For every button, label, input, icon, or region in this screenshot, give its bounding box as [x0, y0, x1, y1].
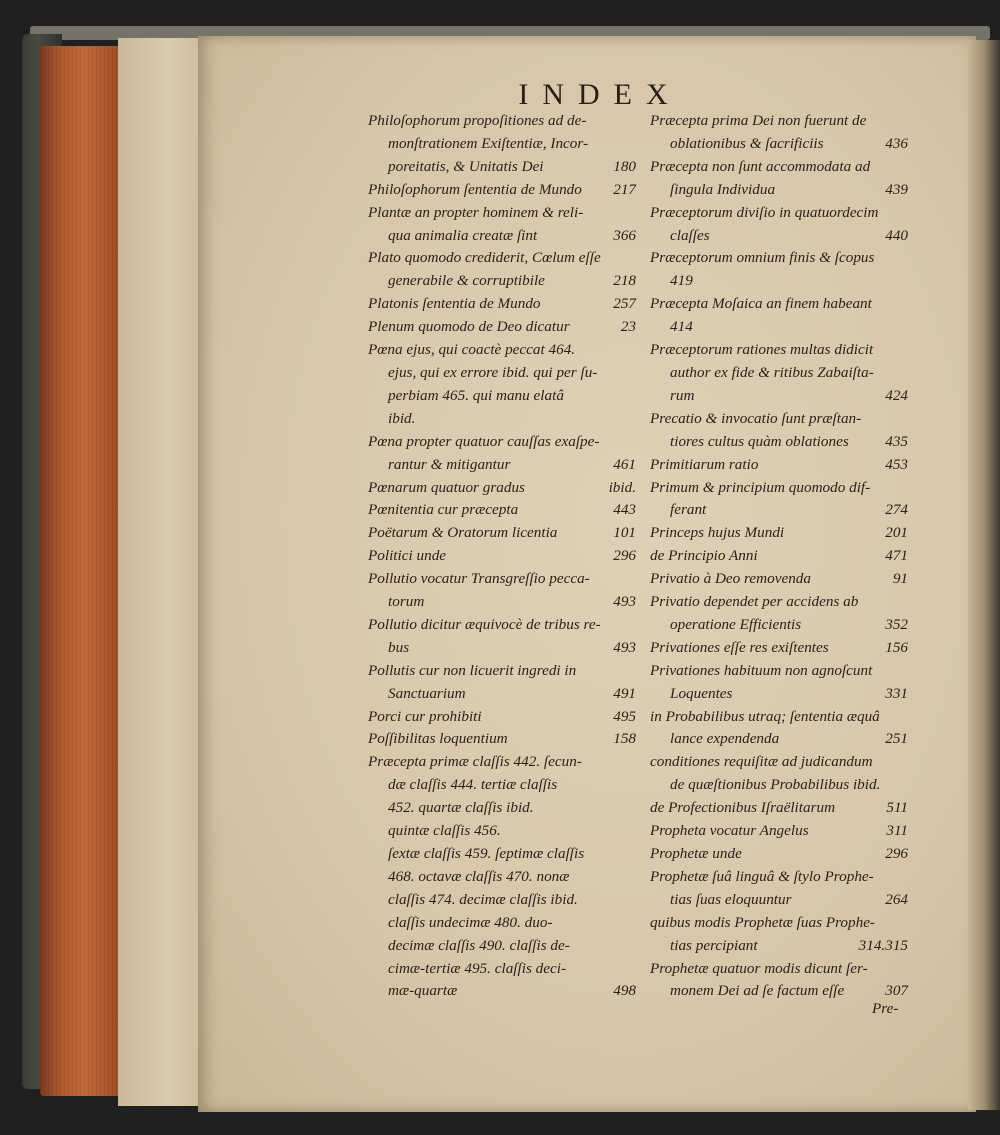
index-entry [368, 179, 636, 202]
index-entry-line: Politici unde [368, 547, 447, 565]
index-entry [650, 843, 908, 866]
index-entry [368, 293, 636, 316]
index-entry-line: Prophetæ unde [650, 845, 742, 862]
index-entry-line: Privationes eſſe res exiſtentes [650, 638, 829, 656]
page-number: 461 [613, 455, 636, 473]
index-entry [368, 499, 636, 522]
page-number: 91 [892, 570, 908, 588]
index-entry [368, 247, 636, 293]
index-entry [368, 477, 636, 500]
page-number: 366 [613, 226, 636, 244]
index-entry-line: Præcepta Moſaica an finem habeant [650, 295, 872, 313]
index-entry-line: claſſis 474. decimæ claſſis ibid. [388, 890, 578, 908]
index-entry [650, 522, 908, 545]
index-entry-line: ejus, qui ex errore ibid. qui per ſu- [388, 363, 598, 381]
page-number: 101 [613, 524, 636, 542]
index-entry-line: Prophetæ ſuâ linguâ & ſtylo Prophe- [650, 867, 874, 885]
index-entry-line: Privationes habituum non agnoſcunt [650, 661, 873, 679]
index-entry-line: monſtrationem Exiſtentiæ, Incor- [388, 134, 589, 152]
page-number: 495 [613, 707, 636, 725]
page-number: 274 [885, 501, 908, 519]
index-entry-line: cimæ-tertiæ 495. claſſis deci- [388, 959, 567, 977]
index-entry-line: bus [388, 638, 410, 656]
page-number: 156 [885, 638, 908, 656]
index-entry [368, 660, 636, 706]
index-entry-line: Precatio & invocatio ſunt præſtan- [650, 409, 862, 427]
page-number: 352 [885, 615, 908, 633]
index-entry [650, 660, 908, 706]
index-entry-line: conditiones requiſitæ ad judicandum [650, 753, 873, 771]
index-entry [650, 293, 908, 339]
index-entry [650, 797, 908, 820]
index-entry-line: Pœna propter quatuor cauſſas exaſpe- [368, 432, 600, 450]
index-entry [650, 339, 908, 408]
index-entry [368, 545, 636, 568]
page-number: 453 [885, 455, 908, 473]
page-number: 435 [885, 432, 908, 450]
page-number: 443 [613, 501, 636, 519]
index-entry-line: Philoſophorum propoſitiones ad de- [368, 112, 587, 129]
index-entry-line: mæ-quartæ [388, 982, 458, 1000]
index-entry-line: Pollutio vocatur Transgreſſio pecca- [368, 570, 590, 588]
index-entry-line: Privatio dependet per accidens ab [650, 593, 859, 611]
index-entry-line: quintæ claſſis 456. [388, 822, 501, 840]
index-entry-line: Præceptorum omnium finis & ſcopus [650, 249, 875, 267]
page-number: 424 [885, 386, 908, 404]
index-entry-line: rantur & mitigantur [388, 455, 511, 473]
index-entry-line: Porci cur prohibiti [368, 707, 482, 725]
index-entry [368, 728, 636, 751]
index-entry-line: 419 [670, 272, 693, 290]
index-entry [368, 110, 636, 179]
page-number: 498 [613, 982, 636, 1000]
index-entry-line: ſingula Individua [670, 180, 776, 198]
page-number: 180 [613, 157, 636, 175]
index-entry [368, 706, 636, 729]
page-number: 314.315 [858, 936, 908, 954]
index-entry-line: claſſes [670, 226, 710, 244]
index-entry [650, 706, 908, 752]
right-page-edge [968, 40, 1000, 1110]
index-entry-line: Propheta vocatur Angelus [650, 822, 809, 840]
index-entry-line: Pœnarum quatuor gradus [368, 478, 525, 496]
page-number: 296 [613, 547, 636, 565]
index-entry-line: oblationibus & ſacrificiis [670, 134, 824, 152]
index-entry [368, 614, 636, 660]
index-entry-line: poreitatis, & Unitatis Dei [388, 157, 544, 175]
index-entry-line: ferant [670, 501, 707, 519]
page-number: 439 [885, 180, 908, 198]
index-entry [650, 637, 908, 660]
index-entry-line: Platonis ſententia de Mundo [368, 295, 541, 313]
index-entry-line: Primitiarum ratio [650, 455, 759, 473]
index-entry-line: Philoſophorum ſententia de Mundo [368, 180, 582, 198]
page-number: 493 [613, 638, 636, 656]
index-entry [650, 958, 908, 1004]
index-entry [650, 454, 908, 477]
index-entry [650, 751, 908, 797]
index-entry-line: Pœnitentia cur præcepta [368, 501, 519, 519]
index-entry-line: 452. quartæ claſſis ibid. [388, 799, 534, 817]
index-column-right [650, 110, 908, 1003]
index-entry-line: rum [670, 386, 695, 404]
index-entry-line: operatione Efficientis [670, 615, 802, 633]
index-entry-line: Princeps hujus Mundi [650, 524, 785, 542]
index-entry [368, 202, 636, 248]
index-entry-line: Poſſibilitas loquentium [368, 730, 508, 748]
index-entry-line: Poëtarum & Oratorum licentia [368, 524, 558, 542]
page-number: 264 [885, 890, 908, 908]
page-number: 296 [885, 845, 908, 862]
page-number: 201 [885, 524, 908, 542]
index-entry [650, 408, 908, 454]
index-entry-line: perbiam 465. qui manu elatâ [388, 386, 564, 404]
index-entry-line: Præceptorum diviſio in quatuordecim [650, 203, 879, 221]
index-entry [368, 339, 636, 431]
index-entry-line: Sanctuarium [388, 684, 466, 702]
index-entry [368, 522, 636, 545]
index-entry-line: Plato quomodo crediderit, Cœlum eſſe [368, 249, 601, 267]
page-number: 493 [613, 593, 636, 611]
page-edges-red [40, 46, 122, 1096]
index-entry [368, 568, 636, 614]
index-entry-line: claſſis undecimæ 480. duo- [388, 913, 553, 931]
index-entry-line: lance expendenda [670, 730, 780, 748]
index-entry-line: Præcepta prima Dei non fuerunt de [650, 112, 867, 129]
index-entry-line: ibid. [388, 409, 416, 427]
index-entry-line: Præceptorum rationes multas didicit [650, 341, 874, 359]
index-entry [650, 247, 908, 293]
index-entry-line: qua animalia creatæ ſint [388, 226, 538, 244]
index-entry-line: tiores cultus quàm oblationes [670, 432, 849, 450]
index-entry-line: torum [388, 593, 425, 611]
page-number: 307 [885, 982, 908, 1000]
index-entry [650, 545, 908, 568]
index-entry-line: monem Dei ad ſe factum eſſe [670, 982, 845, 1000]
page-number: 491 [613, 684, 636, 702]
page-number: 471 [885, 547, 908, 565]
index-entry-line: Præcepta primæ claſſis 442. ſecun- [368, 753, 582, 771]
index-entry-line: dæ claſſis 444. tertiæ claſſis [388, 776, 558, 794]
index-entry-line: Prophetæ quatuor modis dicunt ſer- [650, 959, 868, 977]
index-entry [368, 751, 636, 1003]
page-number: 436 [885, 134, 908, 152]
page-number: 23 [620, 318, 636, 336]
index-entry [650, 568, 908, 591]
index-entry-line: Primum & principium quomodo dif- [650, 478, 871, 496]
index-entry-line: 468. octavæ claſſis 470. nonæ [388, 867, 570, 885]
index-entry-line: in Probabilibus utraq; ſententia æquâ [650, 707, 880, 725]
page-number: 440 [885, 226, 908, 244]
index-entry-line: ſextæ claſſis 459. ſeptimæ claſſis [388, 845, 585, 862]
index-entry-line: Loquentes [670, 684, 733, 702]
index-entry-line: tias ſuas eloquuntur [670, 890, 792, 908]
index-entry [650, 156, 908, 202]
index-entry-line: Privatio à Deo removenda [650, 570, 811, 588]
index-entry-line: de quæſtionibus Probabilibus ibid. [670, 776, 881, 794]
index-entry [650, 477, 908, 523]
page-number: 511 [886, 799, 908, 817]
index-entry [650, 202, 908, 248]
index-entry [368, 316, 636, 339]
page-number: 158 [613, 730, 636, 748]
index-entry [650, 866, 908, 912]
page-number: ibid. [608, 478, 636, 496]
index-column-left [368, 110, 636, 1003]
index-entry-line: 414 [670, 318, 693, 336]
index-entry-line: Pœna ejus, qui coactè peccat 464. [368, 341, 576, 359]
index-entry-line: decimæ claſſis 490. claſſis de- [388, 936, 570, 954]
index-entry-line: generabile & corruptibile [388, 272, 545, 290]
page-number: 218 [613, 272, 636, 290]
page-number: 331 [885, 684, 908, 702]
index-entry-line: author ex fide & ritibus Zabaiſta- [670, 363, 874, 381]
index-entry [368, 431, 636, 477]
page-heading: INDEX [518, 78, 682, 111]
left-page-margin [118, 38, 202, 1106]
index-entry-line: Plenum quomodo de Deo dicatur [368, 318, 570, 336]
page-number: 311 [886, 822, 908, 840]
index-entry [650, 110, 908, 156]
page-number: 251 [885, 730, 908, 748]
catchword: Pre- [872, 1000, 899, 1017]
index-entry [650, 820, 908, 843]
index-entry-line: Plantæ an propter hominem & reli- [368, 203, 584, 221]
page-number: 217 [613, 180, 636, 198]
page-number: 257 [613, 295, 636, 313]
index-entry [650, 912, 908, 958]
index-entry-line: de Profectionibus Iſraëlitarum [650, 799, 836, 817]
index-entry-line: de Principio Anni [650, 547, 758, 565]
index-entry-line: tias percipiant [670, 936, 758, 954]
index-entry-line: Pollutis cur non licuerit ingredi in [368, 661, 577, 679]
index-entry-line: quibus modis Prophetæ ſuas Prophe- [650, 913, 875, 931]
index-entry-line: Præcepta non ſunt accommodata ad [650, 157, 871, 175]
index-entry-line: Pollutio dicitur æquivocè de tribus re- [368, 615, 601, 633]
index-entry [650, 591, 908, 637]
